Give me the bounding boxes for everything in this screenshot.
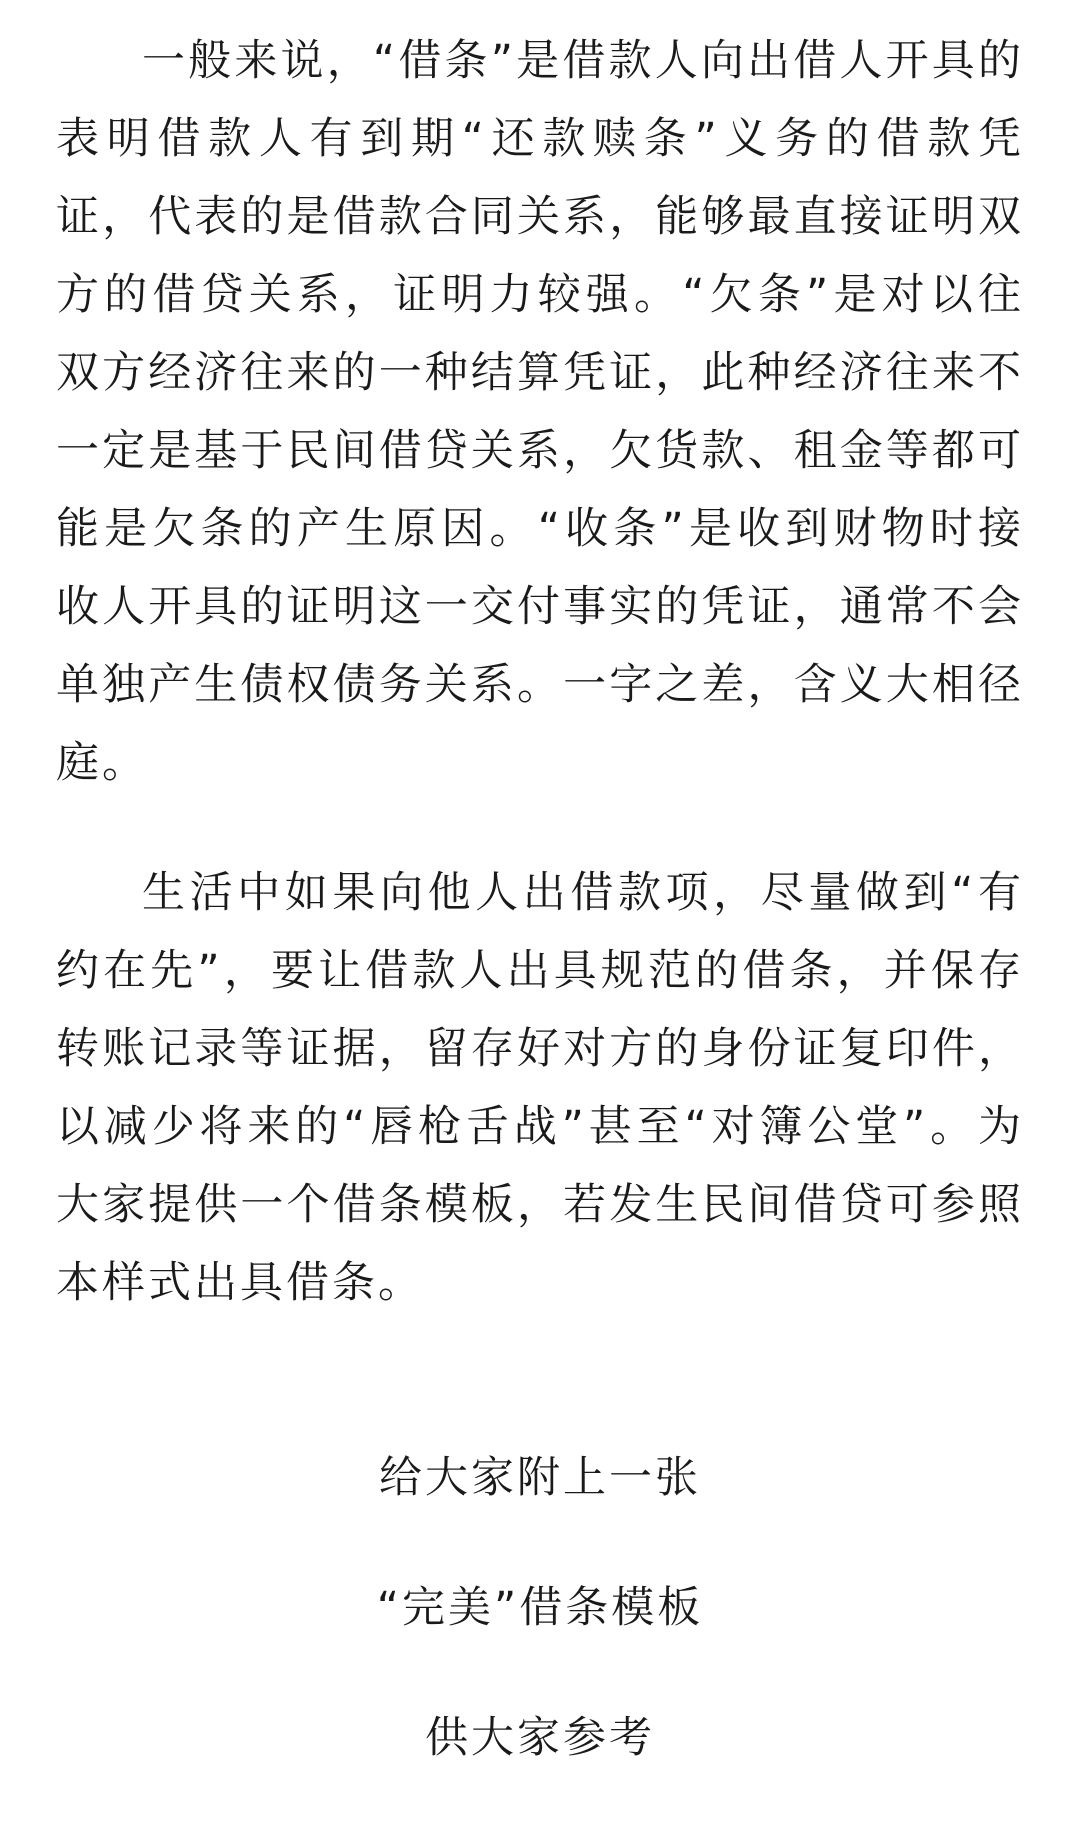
center-caption-line: 给大家附上一张 (379, 1453, 701, 1503)
body-paragraph-lending-advice: 生活中如果向他人出借款项，尽量做到“有约在先”，要让借款人出具规范的借条，并保存转账记录等证据，留存好对方的身份证复印件，以减少将来的“唇枪舌战”甚至“对簿公堂”。为大家提供一个借条模板，若发生民间借贷可参照本样式出具借条。 (56, 868, 1024, 1308)
center-caption-line: “完美”借条模板 (376, 1583, 704, 1633)
body-paragraph-loan-note-definitions: 一般来说，“借条”是借款人向出借人开具的表明借款人有到期“还款赎条”义务的借款凭证，代表的是借款合同关系，能够最直接证明双方的借贷关系，证明力较强。“欠条”是对以往双方经济往来的一种结算凭证，此种经济往来不一定是基于民间借贷关系，欠货款、租金等都可能是欠条的产生原因。“收条”是收到财物时接收人开具的证明这一交付事实的凭证，通常不会单独产生债权债务关系。一字之差，含义大相径庭。 (56, 36, 1024, 788)
center-caption-line: 供大家参考 (425, 1713, 655, 1763)
